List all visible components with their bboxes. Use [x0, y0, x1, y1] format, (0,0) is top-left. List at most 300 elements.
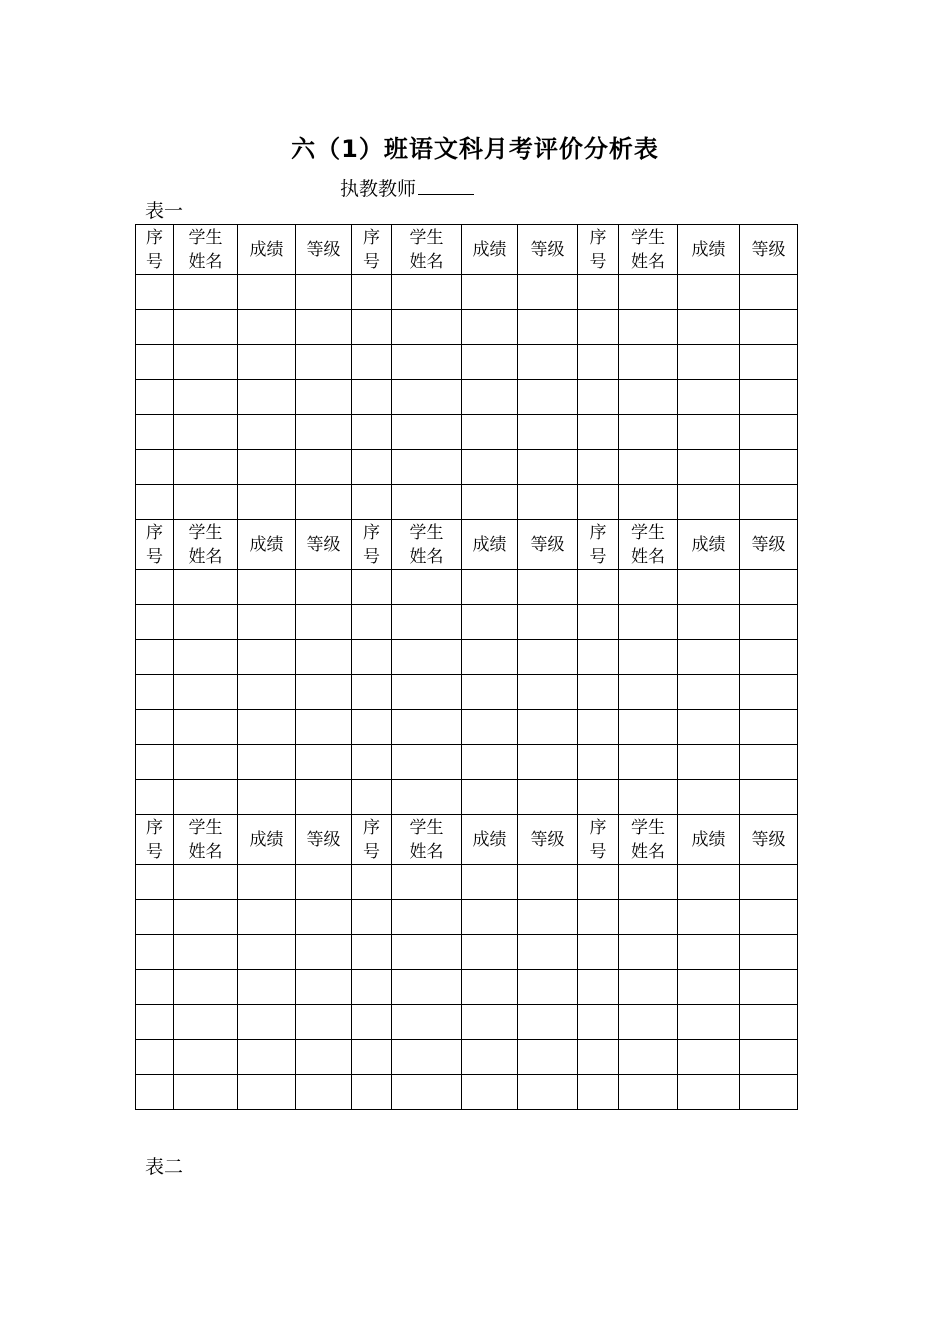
blank-cell[interactable]: [740, 935, 798, 970]
blank-cell[interactable]: [392, 935, 462, 970]
blank-cell[interactable]: [619, 675, 678, 710]
blank-cell[interactable]: [296, 900, 352, 935]
blank-cell[interactable]: [136, 310, 174, 345]
blank-cell[interactable]: [740, 900, 798, 935]
header-cell-grade: 等级: [740, 520, 798, 570]
blank-cell[interactable]: [352, 935, 392, 970]
blank-cell[interactable]: [174, 275, 238, 310]
blank-cell[interactable]: [296, 275, 352, 310]
blank-cell[interactable]: [740, 310, 798, 345]
blank-cell[interactable]: [578, 570, 619, 605]
blank-cell[interactable]: [678, 415, 740, 450]
blank-cell[interactable]: [678, 970, 740, 1005]
blank-cell[interactable]: [678, 640, 740, 675]
blank-cell[interactable]: [578, 935, 619, 970]
blank-cell[interactable]: [392, 485, 462, 520]
blank-cell[interactable]: [392, 640, 462, 675]
blank-cell[interactable]: [174, 1075, 238, 1110]
blank-cell[interactable]: [392, 380, 462, 415]
table-row: [136, 675, 798, 710]
blank-cell[interactable]: [238, 345, 296, 380]
table-row: [136, 710, 798, 745]
blank-cell[interactable]: [578, 745, 619, 780]
blank-cell[interactable]: [174, 380, 238, 415]
blank-cell[interactable]: [619, 415, 678, 450]
header-cell-grade: 等级: [518, 225, 578, 275]
blank-cell[interactable]: [462, 310, 518, 345]
blank-cell[interactable]: [392, 570, 462, 605]
blank-cell[interactable]: [136, 675, 174, 710]
blank-cell[interactable]: [136, 485, 174, 520]
header-cell-score: 成绩: [462, 815, 518, 865]
blank-cell[interactable]: [392, 450, 462, 485]
blank-cell[interactable]: [136, 605, 174, 640]
blank-cell[interactable]: [174, 675, 238, 710]
blank-cell[interactable]: [740, 640, 798, 675]
header-text-top: 学生: [409, 817, 444, 838]
blank-cell[interactable]: [462, 1040, 518, 1075]
header-cell-grade: 等级: [740, 815, 798, 865]
blank-cell[interactable]: [352, 605, 392, 640]
blank-cell[interactable]: [578, 310, 619, 345]
blank-cell[interactable]: [296, 675, 352, 710]
blank-cell[interactable]: [678, 310, 740, 345]
blank-cell[interactable]: [296, 380, 352, 415]
blank-cell[interactable]: [678, 1075, 740, 1110]
blank-cell[interactable]: [619, 900, 678, 935]
blank-cell[interactable]: [392, 1040, 462, 1075]
blank-cell[interactable]: [136, 1040, 174, 1075]
blank-cell[interactable]: [174, 345, 238, 380]
blank-cell[interactable]: [392, 780, 462, 815]
blank-cell[interactable]: [352, 745, 392, 780]
blank-cell[interactable]: [238, 415, 296, 450]
blank-cell[interactable]: [518, 570, 578, 605]
blank-cell[interactable]: [462, 640, 518, 675]
blank-cell[interactable]: [136, 900, 174, 935]
blank-cell[interactable]: [352, 1005, 392, 1040]
blank-cell[interactable]: [238, 935, 296, 970]
blank-cell[interactable]: [296, 570, 352, 605]
blank-cell[interactable]: [740, 1075, 798, 1110]
blank-cell[interactable]: [352, 970, 392, 1005]
blank-cell[interactable]: [462, 900, 518, 935]
header-cell-grade: 等级: [740, 225, 798, 275]
teacher-name-blank[interactable]: [418, 174, 474, 195]
blank-cell[interactable]: [619, 380, 678, 415]
blank-cell[interactable]: [352, 310, 392, 345]
blank-cell[interactable]: [518, 605, 578, 640]
blank-cell[interactable]: [518, 970, 578, 1005]
blank-cell[interactable]: [578, 1005, 619, 1040]
header-cell-score: 成绩: [678, 815, 740, 865]
blank-cell[interactable]: [678, 485, 740, 520]
blank-cell[interactable]: [518, 780, 578, 815]
blank-cell[interactable]: [238, 605, 296, 640]
blank-cell[interactable]: [352, 380, 392, 415]
blank-cell[interactable]: [136, 1075, 174, 1110]
blank-cell[interactable]: [462, 450, 518, 485]
blank-cell[interactable]: [518, 710, 578, 745]
blank-cell[interactable]: [619, 1075, 678, 1110]
blank-cell[interactable]: [740, 710, 798, 745]
blank-cell[interactable]: [462, 865, 518, 900]
blank-cell[interactable]: [296, 345, 352, 380]
blank-cell[interactable]: [518, 275, 578, 310]
blank-cell[interactable]: [740, 485, 798, 520]
blank-cell[interactable]: [136, 745, 174, 780]
blank-cell[interactable]: [518, 380, 578, 415]
blank-cell[interactable]: [296, 605, 352, 640]
blank-cell[interactable]: [578, 675, 619, 710]
table-row: [136, 570, 798, 605]
blank-cell[interactable]: [578, 970, 619, 1005]
blank-cell[interactable]: [578, 485, 619, 520]
blank-cell[interactable]: [174, 605, 238, 640]
header-cell-score: 成绩: [678, 520, 740, 570]
blank-cell[interactable]: [619, 345, 678, 380]
blank-cell[interactable]: [462, 415, 518, 450]
blank-cell[interactable]: [238, 745, 296, 780]
blank-cell[interactable]: [352, 485, 392, 520]
blank-cell[interactable]: [392, 675, 462, 710]
header-text-top: 学生: [188, 522, 223, 543]
blank-cell[interactable]: [518, 900, 578, 935]
blank-cell[interactable]: [352, 780, 392, 815]
blank-cell[interactable]: [619, 485, 678, 520]
blank-cell[interactable]: [174, 1040, 238, 1075]
blank-cell[interactable]: [174, 570, 238, 605]
blank-cell[interactable]: [462, 710, 518, 745]
blank-cell[interactable]: [238, 640, 296, 675]
blank-cell[interactable]: [619, 1040, 678, 1075]
blank-cell[interactable]: [619, 970, 678, 1005]
blank-cell[interactable]: [174, 780, 238, 815]
blank-cell[interactable]: [740, 865, 798, 900]
blank-cell[interactable]: [619, 450, 678, 485]
blank-cell[interactable]: [136, 865, 174, 900]
blank-cell[interactable]: [678, 605, 740, 640]
blank-cell[interactable]: [740, 1005, 798, 1040]
blank-cell[interactable]: [578, 345, 619, 380]
blank-cell[interactable]: [578, 275, 619, 310]
blank-cell[interactable]: [392, 970, 462, 1005]
blank-cell[interactable]: [136, 780, 174, 815]
blank-cell[interactable]: [578, 865, 619, 900]
blank-cell[interactable]: [296, 640, 352, 675]
blank-cell[interactable]: [174, 710, 238, 745]
blank-cell[interactable]: [578, 900, 619, 935]
blank-cell[interactable]: [462, 605, 518, 640]
blank-cell[interactable]: [136, 415, 174, 450]
blank-cell[interactable]: [136, 1005, 174, 1040]
blank-cell[interactable]: [740, 780, 798, 815]
blank-cell[interactable]: [296, 970, 352, 1005]
blank-cell[interactable]: [174, 900, 238, 935]
blank-cell[interactable]: [619, 605, 678, 640]
blank-cell[interactable]: [462, 380, 518, 415]
blank-cell[interactable]: [619, 865, 678, 900]
header-cell-name: [392, 225, 462, 275]
blank-cell[interactable]: [352, 1040, 392, 1075]
blank-cell[interactable]: [740, 380, 798, 415]
header-text-top: 序: [146, 522, 163, 543]
blank-cell[interactable]: [578, 640, 619, 675]
blank-cell[interactable]: [238, 485, 296, 520]
header-text-top: 序: [589, 817, 607, 838]
blank-cell[interactable]: [462, 780, 518, 815]
blank-cell[interactable]: [392, 710, 462, 745]
blank-cell[interactable]: [740, 570, 798, 605]
blank-cell[interactable]: [136, 935, 174, 970]
header-cell-seq: [578, 225, 619, 275]
blank-cell[interactable]: [392, 275, 462, 310]
blank-cell[interactable]: [619, 745, 678, 780]
header-text-top: 序: [589, 522, 607, 543]
blank-cell[interactable]: [619, 275, 678, 310]
header-text-bottom: 号: [589, 546, 607, 567]
blank-cell[interactable]: [518, 310, 578, 345]
blank-cell[interactable]: [136, 640, 174, 675]
blank-cell[interactable]: [352, 900, 392, 935]
blank-cell[interactable]: [136, 570, 174, 605]
table-row: [136, 900, 798, 935]
header-text-bottom: 号: [589, 841, 607, 862]
header-text-bottom: 号: [589, 251, 607, 272]
blank-cell[interactable]: [296, 450, 352, 485]
blank-cell[interactable]: [174, 1005, 238, 1040]
blank-cell[interactable]: [578, 605, 619, 640]
blank-cell[interactable]: [678, 710, 740, 745]
blank-cell[interactable]: [296, 485, 352, 520]
blank-cell[interactable]: [296, 710, 352, 745]
header-text-top: 序: [146, 227, 163, 248]
header-cell-seq: [578, 520, 619, 570]
blank-cell[interactable]: [174, 310, 238, 345]
blank-cell[interactable]: [740, 675, 798, 710]
blank-cell[interactable]: [578, 380, 619, 415]
blank-cell[interactable]: [296, 310, 352, 345]
header-cell-seq: [352, 520, 392, 570]
blank-cell[interactable]: [678, 780, 740, 815]
blank-cell[interactable]: [392, 310, 462, 345]
blank-cell[interactable]: [678, 570, 740, 605]
blank-cell[interactable]: [352, 415, 392, 450]
blank-cell[interactable]: [462, 570, 518, 605]
blank-cell[interactable]: [136, 380, 174, 415]
blank-cell[interactable]: [619, 640, 678, 675]
blank-cell[interactable]: [462, 675, 518, 710]
blank-cell[interactable]: [352, 570, 392, 605]
blank-cell[interactable]: [619, 1005, 678, 1040]
blank-cell[interactable]: [238, 675, 296, 710]
blank-cell[interactable]: [136, 275, 174, 310]
header-cell-name: [619, 520, 678, 570]
blank-cell[interactable]: [678, 935, 740, 970]
blank-cell[interactable]: [462, 745, 518, 780]
blank-cell[interactable]: [392, 865, 462, 900]
blank-cell[interactable]: [578, 415, 619, 450]
blank-cell[interactable]: [740, 275, 798, 310]
header-text-top: 序: [146, 817, 163, 838]
blank-cell[interactable]: [174, 865, 238, 900]
blank-cell[interactable]: [136, 450, 174, 485]
blank-cell[interactable]: [619, 310, 678, 345]
header-text-bottom: 姓名: [188, 841, 223, 862]
blank-cell[interactable]: [352, 345, 392, 380]
blank-cell[interactable]: [174, 640, 238, 675]
blank-cell[interactable]: [174, 970, 238, 1005]
header-cell-name: [174, 225, 238, 275]
blank-cell[interactable]: [619, 780, 678, 815]
blank-cell[interactable]: [740, 450, 798, 485]
header-row: [136, 815, 798, 865]
blank-cell[interactable]: [238, 780, 296, 815]
blank-cell[interactable]: [518, 935, 578, 970]
blank-cell[interactable]: [352, 865, 392, 900]
blank-cell[interactable]: [678, 345, 740, 380]
blank-cell[interactable]: [740, 970, 798, 1005]
blank-cell[interactable]: [296, 1005, 352, 1040]
blank-cell[interactable]: [462, 1005, 518, 1040]
table-label-1: 表一: [145, 200, 184, 222]
table-row: [136, 345, 798, 380]
blank-cell[interactable]: [296, 1040, 352, 1075]
blank-cell[interactable]: [238, 275, 296, 310]
blank-cell[interactable]: [352, 675, 392, 710]
blank-cell[interactable]: [238, 900, 296, 935]
blank-cell[interactable]: [740, 605, 798, 640]
header-text-bottom: 号: [146, 251, 163, 272]
table-row: [136, 745, 798, 780]
blank-cell[interactable]: [238, 450, 296, 485]
header-text-top: 序: [363, 522, 380, 543]
blank-cell[interactable]: [136, 710, 174, 745]
blank-cell[interactable]: [174, 485, 238, 520]
blank-cell[interactable]: [740, 745, 798, 780]
blank-cell[interactable]: [740, 415, 798, 450]
blank-cell[interactable]: [619, 710, 678, 745]
blank-cell[interactable]: [296, 780, 352, 815]
blank-cell[interactable]: [578, 780, 619, 815]
blank-cell[interactable]: [174, 935, 238, 970]
blank-cell[interactable]: [462, 935, 518, 970]
header-cell-name: [392, 520, 462, 570]
blank-cell[interactable]: [462, 275, 518, 310]
evaluation-table: [135, 224, 798, 1110]
blank-cell[interactable]: [238, 1075, 296, 1110]
blank-cell[interactable]: [678, 275, 740, 310]
blank-cell[interactable]: [238, 1040, 296, 1075]
blank-cell[interactable]: [578, 450, 619, 485]
blank-cell[interactable]: [174, 745, 238, 780]
blank-cell[interactable]: [238, 710, 296, 745]
blank-cell[interactable]: [296, 935, 352, 970]
blank-cell[interactable]: [518, 640, 578, 675]
blank-cell[interactable]: [238, 310, 296, 345]
header-cell-grade: 等级: [296, 815, 352, 865]
blank-cell[interactable]: [352, 450, 392, 485]
blank-cell[interactable]: [392, 605, 462, 640]
blank-cell[interactable]: [619, 570, 678, 605]
blank-cell[interactable]: [462, 1075, 518, 1110]
blank-cell[interactable]: [296, 415, 352, 450]
blank-cell[interactable]: [678, 865, 740, 900]
blank-cell[interactable]: [678, 380, 740, 415]
header-cell-score: 成绩: [462, 225, 518, 275]
header-text-bottom: 姓名: [188, 251, 223, 272]
blank-cell[interactable]: [238, 380, 296, 415]
header-cell-seq: [136, 520, 174, 570]
blank-cell[interactable]: [392, 745, 462, 780]
blank-cell[interactable]: [678, 1005, 740, 1040]
blank-cell[interactable]: [518, 745, 578, 780]
blank-cell[interactable]: [518, 450, 578, 485]
blank-cell[interactable]: [518, 1075, 578, 1110]
blank-cell[interactable]: [136, 970, 174, 1005]
blank-cell[interactable]: [352, 710, 392, 745]
table-row: [136, 780, 798, 815]
blank-cell[interactable]: [678, 900, 740, 935]
blank-cell[interactable]: [174, 450, 238, 485]
blank-cell[interactable]: [352, 1075, 392, 1110]
blank-cell[interactable]: [352, 275, 392, 310]
blank-cell[interactable]: [518, 675, 578, 710]
blank-cell[interactable]: [518, 415, 578, 450]
blank-cell[interactable]: [136, 345, 174, 380]
header-text-bottom: 号: [146, 841, 163, 862]
blank-cell[interactable]: [678, 450, 740, 485]
blank-cell[interactable]: [518, 1005, 578, 1040]
blank-cell[interactable]: [578, 710, 619, 745]
blank-cell[interactable]: [518, 1040, 578, 1075]
blank-cell[interactable]: [238, 1005, 296, 1040]
blank-cell[interactable]: [578, 1075, 619, 1110]
blank-cell[interactable]: [174, 415, 238, 450]
blank-cell[interactable]: [619, 935, 678, 970]
blank-cell[interactable]: [518, 345, 578, 380]
blank-cell[interactable]: [392, 415, 462, 450]
blank-cell[interactable]: [296, 1075, 352, 1110]
header-text-bottom: 号: [146, 546, 163, 567]
blank-cell[interactable]: [462, 970, 518, 1005]
blank-cell[interactable]: [392, 900, 462, 935]
blank-cell[interactable]: [678, 1040, 740, 1075]
blank-cell[interactable]: [392, 1005, 462, 1040]
blank-cell[interactable]: [392, 1075, 462, 1110]
blank-cell[interactable]: [462, 345, 518, 380]
header-text-bottom: 号: [363, 546, 380, 567]
blank-cell[interactable]: [238, 970, 296, 1005]
blank-cell[interactable]: [296, 745, 352, 780]
table-row: [136, 1040, 798, 1075]
blank-cell[interactable]: [678, 745, 740, 780]
blank-cell[interactable]: [678, 675, 740, 710]
header-cell-seq: [352, 225, 392, 275]
page-title: 六（1）班语文科月考评价分析表: [291, 135, 659, 163]
blank-cell[interactable]: [238, 865, 296, 900]
blank-cell[interactable]: [296, 865, 352, 900]
blank-cell[interactable]: [462, 485, 518, 520]
blank-cell[interactable]: [238, 570, 296, 605]
blank-cell[interactable]: [392, 345, 462, 380]
blank-cell[interactable]: [518, 865, 578, 900]
blank-cell[interactable]: [518, 485, 578, 520]
blank-cell[interactable]: [740, 345, 798, 380]
blank-cell[interactable]: [578, 1040, 619, 1075]
blank-cell[interactable]: [352, 640, 392, 675]
blank-cell[interactable]: [740, 1040, 798, 1075]
